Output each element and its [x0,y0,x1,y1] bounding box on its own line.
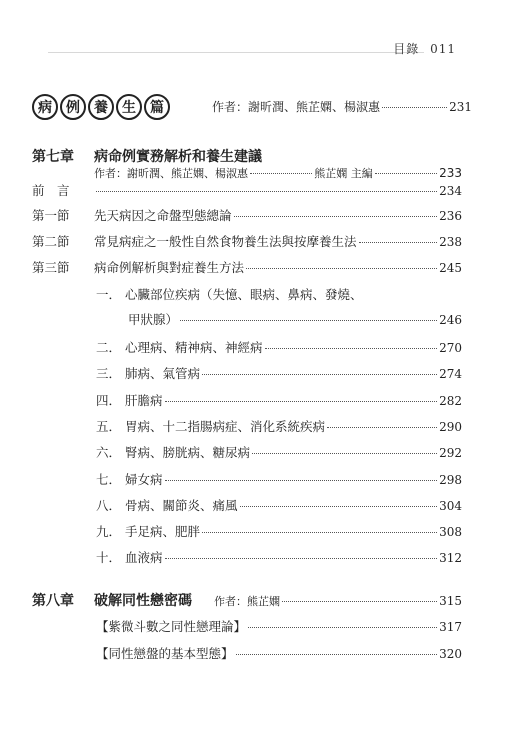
part-title [32,94,170,120]
item-page: 290 [439,420,462,434]
item-page: 304 [439,499,462,513]
dot-leader [248,627,437,628]
dot-leader [250,173,312,174]
part-heading [32,94,472,120]
row-label: 前 言 [32,183,70,198]
dot-leader [265,348,438,349]
item-number: 七． [96,472,122,487]
dot-leader [180,320,437,321]
toc-sub-2[interactable] [96,644,462,662]
dot-leader [327,427,437,428]
row-title: 先天病因之命盤型態總論 [94,208,232,223]
toc-row-section-3[interactable] [32,258,462,276]
chapter-8-heading[interactable] [32,590,462,608]
part-title-char: 生 [116,94,142,120]
toc-sub-1[interactable] [96,617,462,635]
item-number: 二． [96,340,122,355]
dot-leader [234,216,438,217]
item-page: 274 [439,367,462,381]
header-title-text: 目錄 [393,42,420,56]
chapter-authors: 作者：熊芷嫻 [214,595,280,608]
item-number: 三． [96,366,122,381]
part-title-char: 例 [60,94,86,120]
dot-leader [165,558,438,559]
toc-row-section-1[interactable] [32,206,462,224]
row-label: 第二節 [32,234,70,249]
item-title: 骨病、關節炎、痛風 [125,498,238,513]
dot-leader [165,480,438,481]
item-number: 十． [96,550,122,565]
part-title-char: 篇 [144,94,170,120]
item-number: 六． [96,445,122,460]
item-title: 心臟部位疾病（失憶、眼病、鼻病、發燒、 [125,287,363,302]
dot-leader [202,532,437,533]
item-number: 一． [96,287,122,302]
toc-item-5[interactable] [96,417,462,435]
part-page: 231 [449,100,472,114]
row-title: 常見病症之一般性自然食物養生法與按摩養生法 [94,234,357,249]
row-title: 病命例解析與對症養生方法 [94,260,245,275]
sub-title: 【同性戀盤的基本型態】 [96,646,234,661]
item-title: 手足病、肥胖 [125,524,201,539]
row-label: 第三節 [32,260,70,275]
row-page: 238 [439,235,462,249]
item-page: 292 [439,446,462,460]
chapter-authors: 作者：謝昕潤、熊芷嫻、楊淑惠 [94,167,248,180]
toc-item-9[interactable] [96,522,462,540]
sub-page: 317 [439,620,462,634]
dot-leader [240,506,438,507]
item-page: 298 [439,473,462,487]
row-page: 234 [439,184,462,198]
chapter-page: 233 [439,166,462,180]
dot-leader [375,173,437,174]
row-label: 第一節 [32,208,70,223]
part-title-char: 病 [32,94,58,120]
item-number: 八． [96,498,122,513]
item-page: 270 [439,341,462,355]
item-page: 246 [439,313,462,327]
item-title: 心理病、精神病、神經病 [125,340,263,355]
chapter-7-heading[interactable] [32,146,462,164]
chapter-7-authors-line [94,165,462,181]
dot-leader [202,374,437,375]
header-rule [48,52,424,53]
item-title: 腎病、膀胱病、糖尿病 [125,445,251,460]
toc-item-10[interactable] [96,548,462,566]
item-title-continued: 甲狀腺） [128,312,179,327]
toc-row-preface[interactable] [32,181,462,199]
chapter-number: 第八章 [32,593,74,609]
toc-row-section-2[interactable] [32,232,462,250]
toc-item-8[interactable] [96,496,462,514]
chapter-title: 病命例實務解析和養生建議 [94,149,262,165]
toc-item-1[interactable] [96,285,462,303]
chapter-number: 第七章 [32,149,74,165]
toc-item-4[interactable] [96,391,462,409]
item-title: 婦女病 [125,472,163,487]
item-page: 282 [439,394,462,408]
header-title [387,40,456,57]
sub-page: 320 [439,647,462,661]
part-title-char: 養 [88,94,114,120]
dot-leader [236,654,438,655]
item-title: 血液病 [125,550,163,565]
item-page: 308 [439,525,462,539]
dot-leader [252,453,437,454]
part-authors-line [212,98,472,115]
chapter-page: 315 [439,594,462,608]
dot-leader [382,107,447,108]
toc-item-7[interactable] [96,470,462,488]
item-page: 312 [439,551,462,565]
item-title: 肺病、氣管病 [125,366,201,381]
toc-item-2[interactable] [96,338,462,356]
running-header [0,40,506,60]
item-title: 肝膽病 [125,393,163,408]
row-page: 236 [439,209,462,223]
header-page-number: 011 [430,42,456,56]
chapter-title: 破解同性戀密碼 [94,593,192,609]
toc-item-6[interactable] [96,443,462,461]
item-number: 五． [96,419,122,434]
dot-leader [96,191,437,192]
item-title: 胃病、十二指腸病症、消化系統疾病 [125,419,326,434]
row-page: 245 [439,261,462,275]
sub-title: 【紫微斗數之同性戀理論】 [96,619,247,634]
dot-leader [359,242,438,243]
chapter-editor: 熊芷嫻 主編 [314,167,373,180]
dot-leader [282,601,437,602]
item-number: 九． [96,524,122,539]
part-authors: 作者：謝昕潤、熊芷嫻、楊淑惠 [212,100,381,114]
toc-item-3[interactable] [96,364,462,382]
toc-item-1-continued[interactable] [128,310,462,328]
dot-leader [246,268,437,269]
item-number: 四． [96,393,122,408]
dot-leader [165,401,438,402]
